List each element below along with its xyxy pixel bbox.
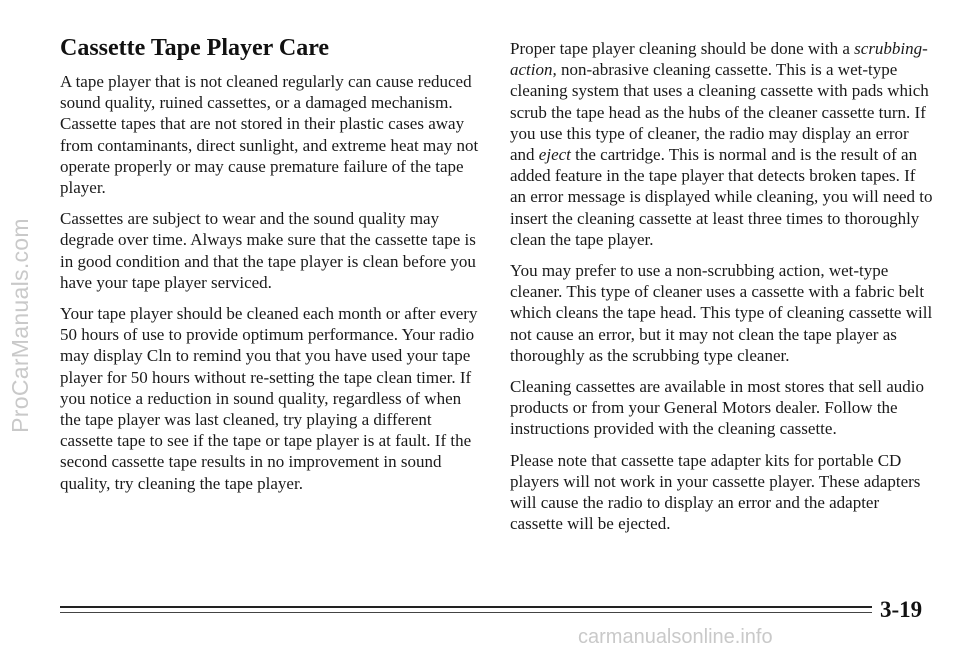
right-column bbox=[510, 38, 935, 544]
paragraph: You may prefer to use a non-scrubbing action, wet-type cleaner. This type of cleaner uses a cassette with a fabric belt which cleans the tape head. This type of cleaning cassette will not cause an error, but it may not clean the tape player as thoroughly as the scrubbing type cleaner. bbox=[510, 261, 933, 365]
side-watermark-text: ProCarManuals.com bbox=[6, 217, 33, 433]
side-watermark bbox=[2, 0, 38, 650]
text-run: non-abrasive cleaning cassette. This is a wet-type cleaning system that uses a cleaning cassette with pads which scrub the tape head as the hubs of the cleaner cassette turn. If you use this type of cleaner, the radio may display an error and bbox=[510, 60, 929, 165]
footer-watermark: carmanualsonline.info bbox=[578, 626, 773, 648]
footer-rule-thin bbox=[60, 612, 872, 613]
paragraph: Please note that cassette tape adapter kits for portable CD players will not work in your cassette player. These adapters will cause the radio to display an error and the adapter cassette will be ejected. bbox=[510, 450, 921, 534]
paragraph: Cleaning cassettes are available in most stores that sell audio products or from your General Motors dealer. Follow the instructions provided with the cleaning cassette. bbox=[510, 377, 925, 439]
section-heading: Cassette Tape Player Care bbox=[60, 35, 330, 61]
page-number: 3-19 bbox=[880, 597, 923, 622]
text-run: Proper tape player cleaning should be done with a bbox=[510, 39, 855, 58]
italic-text: scrubbing-action, bbox=[510, 39, 928, 80]
paragraph: Your tape player should be cleaned each month or after every 50 hours of use to provide optimum performance. Your radio may display Cln to remind you that you have used your tape player for 50 hours without re-setting the tape clean timer. If you notice a reduction in sound quality, regardless of when the tape player was last cleaned, try playing a different cassette tape to see if the tape or tape player is at fault. If the second cassette tape results in no improvement in sound quality, try cleaning the tape player. bbox=[60, 304, 478, 493]
footer-rule bbox=[60, 606, 872, 616]
text-run: the cartridge. This is normal and is the result of an added feature in the tape player that detects broken tapes. If an error message is displayed while cleaning, you will need to insert the cleaning cassette at least three times to thoroughly clean the tape player. bbox=[510, 145, 933, 249]
paragraph: Cassettes are subject to wear and the sound quality may degrade over time. Always make sure that the cassette tape is in good condition and that the tape player is clean before you have your tape player serviced. bbox=[60, 209, 476, 292]
paragraph: A tape player that is not cleaned regularly can cause reduced sound quality, ruined cassettes, or a damaged mechanism. Cassette tapes that are not stored in their plastic cases away from contaminants, direct sunlight, and extreme heat may not operate properly or may cause premature failure of the tape player. bbox=[60, 72, 479, 198]
left-column bbox=[60, 34, 480, 504]
italic-text: eject bbox=[538, 145, 571, 165]
paragraph bbox=[510, 38, 935, 250]
footer-rule-thick bbox=[60, 606, 872, 608]
